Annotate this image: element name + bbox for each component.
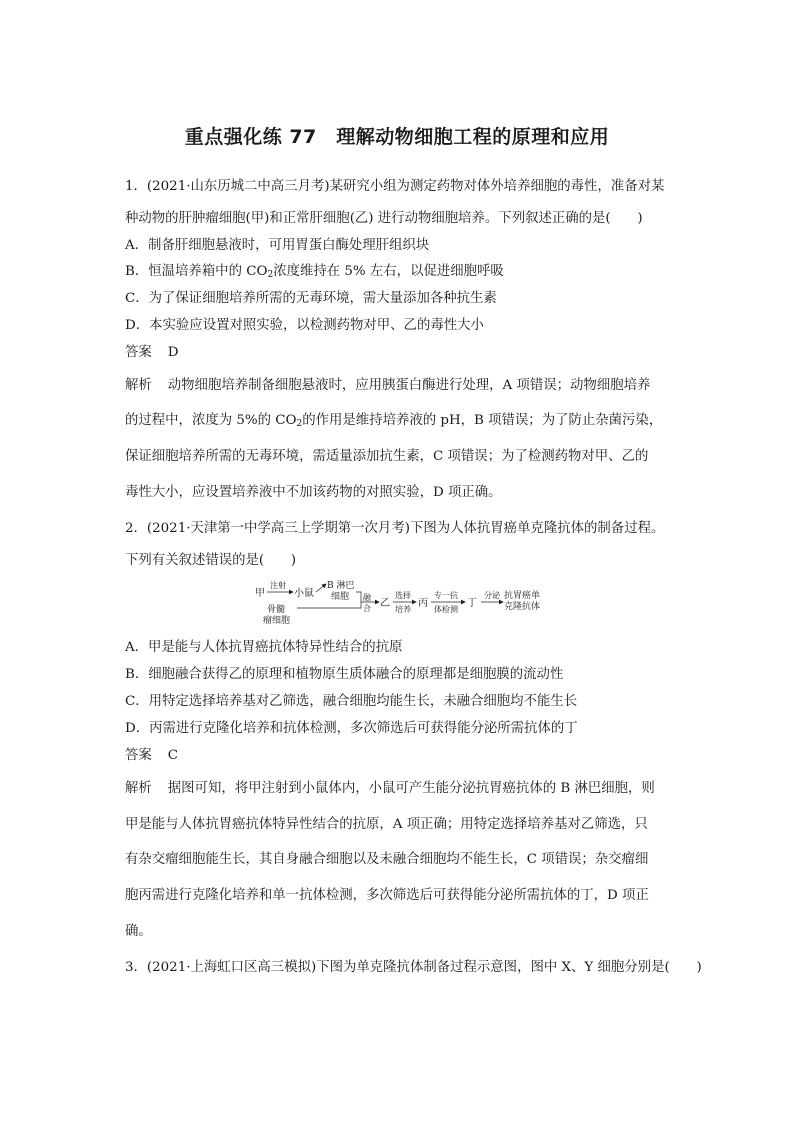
question-2-option-d: D．丙需进行克隆化培养和抗体检测，多次筛选后可获得能分泌所需抗体的丁 (125, 721, 578, 736)
flow-product-1: 抗胃癌单 (504, 591, 541, 601)
question-1-option-c: C．为了保证细胞培养所需的无毒环境，需大量添加各种抗生素 (125, 291, 497, 306)
flow-inject-label: 注射 (270, 581, 286, 590)
question-2-stem-cont: 下列有关叙述错误的是( ) (125, 553, 297, 568)
flow-select-2: 培养 (395, 605, 411, 614)
page-title: 重点强化练 77 理解动物细胞工程的原理和应用 (184, 126, 610, 148)
question-1-analysis-3: 保证细胞培养所需的无毒环境，需适量添加抗生素，C 项错误；为了检测药物对甲、乙的 (125, 449, 649, 464)
question-1-option-d: D．本实验应设置对照实验，以检测药物对甲、乙的毒性大小 (125, 318, 484, 333)
question-1-stem: 1．(2021·山东历城二中高三月考)某研究小组为测定药物对体外培养细胞的毒性，准备对某 (125, 179, 665, 194)
question-1-answer: 答案 D (125, 345, 179, 360)
question-1-analysis-1: 解析 动物细胞培养制备细胞悬液时，应用胰蛋白酶进行处理，A 项错误；动物细胞培养 (125, 378, 651, 393)
question-3-stem: 3．(2021·上海虹口区高三模拟)下图为单克隆抗体制备过程示意图，图中 X、Y 细胞分别是( ) (125, 960, 702, 975)
antibody-preparation-flowchart (253, 578, 563, 632)
flow-b-cell-1: B 淋巴 (327, 581, 355, 591)
question-2-analysis-2: 甲是能与人体抗胃癌抗体特异性结合的抗原，A 项正确；用特定选择培养基对乙筛选，只 (125, 817, 648, 832)
flow-fuse-2: 合 (363, 604, 371, 613)
flow-product-2: 克隆抗体 (504, 602, 541, 612)
flow-b-cell-2: 细胞 (331, 592, 350, 602)
question-2-option-c: C．用特定选择培养基对乙筛选，融合细胞均能生长，未融合细胞均不能生长 (125, 694, 578, 709)
question-1-option-a: A．制备肝细胞悬液时，可用胃蛋白酶处理肝组织块 (125, 238, 430, 253)
question-2-analysis-4: 胞丙需进行克隆化培养和单一抗体检测，多次筛选后可获得能分泌所需抗体的丁，D 项正 (125, 888, 649, 903)
flow-bracket-bottom (297, 600, 361, 608)
question-2-analysis-5: 确。 (125, 924, 152, 939)
flow-fuse-1: 融 (363, 593, 371, 602)
flow-detect-2: 体检测 (434, 605, 458, 614)
flow-bing: 丙 (418, 598, 428, 609)
flow-bracket-top (356, 592, 361, 600)
question-1-analysis-2: 的过程中，浓度为 5%的 $CO_2$的作用是维持培养液的 pH，B 项错误；为了防止杂菌污染， (125, 413, 663, 429)
question-2-answer: 答案 C (125, 748, 179, 763)
question-2-stem: 2．(2021·天津第一中学高三上学期第一次月考)下图为人体抗胃癌单克隆抗体的制备过程。 (125, 521, 665, 536)
flow-mouse: 小鼠 (294, 588, 314, 599)
flow-arrow-mouse (316, 584, 326, 592)
question-1-option-b: B．恒温培养箱中的 $CO_2$浓度维持在 5% 左右，以促进细胞呼吸 (125, 264, 504, 280)
flow-secrete: 分泌 (484, 591, 500, 600)
flow-myeloma-1: 骨髓 (267, 605, 286, 615)
flow-yi: 乙 (380, 598, 390, 609)
question-2-option-b: B．细胞融合获得乙的原理和植物原生质体融合的原理都是细胞膜的流动性 (125, 667, 564, 682)
flow-ding: 丁 (467, 598, 477, 609)
question-1-analysis-4: 毒性大小，应设置培养液中不加该药物的对照实验，D 项正确。 (125, 485, 502, 500)
question-2-option-a: A．甲是能与人体抗胃癌抗体特异性结合的抗原 (125, 640, 403, 655)
question-2-analysis-1: 解析 据图可知，将甲注射到小鼠体内，小鼠可产生能分泌抗胃癌抗体的 B 淋巴细胞，则 (125, 781, 655, 796)
question-1-stem-cont: 种动物的肝肿瘤细胞(甲)和正常肝细胞(乙) 进行动物细胞培养。下列叙述正确的是( ) (125, 211, 643, 226)
flow-myeloma-2: 瘤细胞 (263, 616, 291, 626)
flow-detect-1: 专一抗 (434, 591, 458, 600)
flow-jia: 甲 (255, 588, 265, 599)
flow-select-1: 选择 (395, 591, 411, 600)
question-2-analysis-3: 有杂交瘤细胞能生长，其自身融合细胞以及未融合细胞均不能生长，C 项错误；杂交瘤细 (125, 852, 649, 867)
